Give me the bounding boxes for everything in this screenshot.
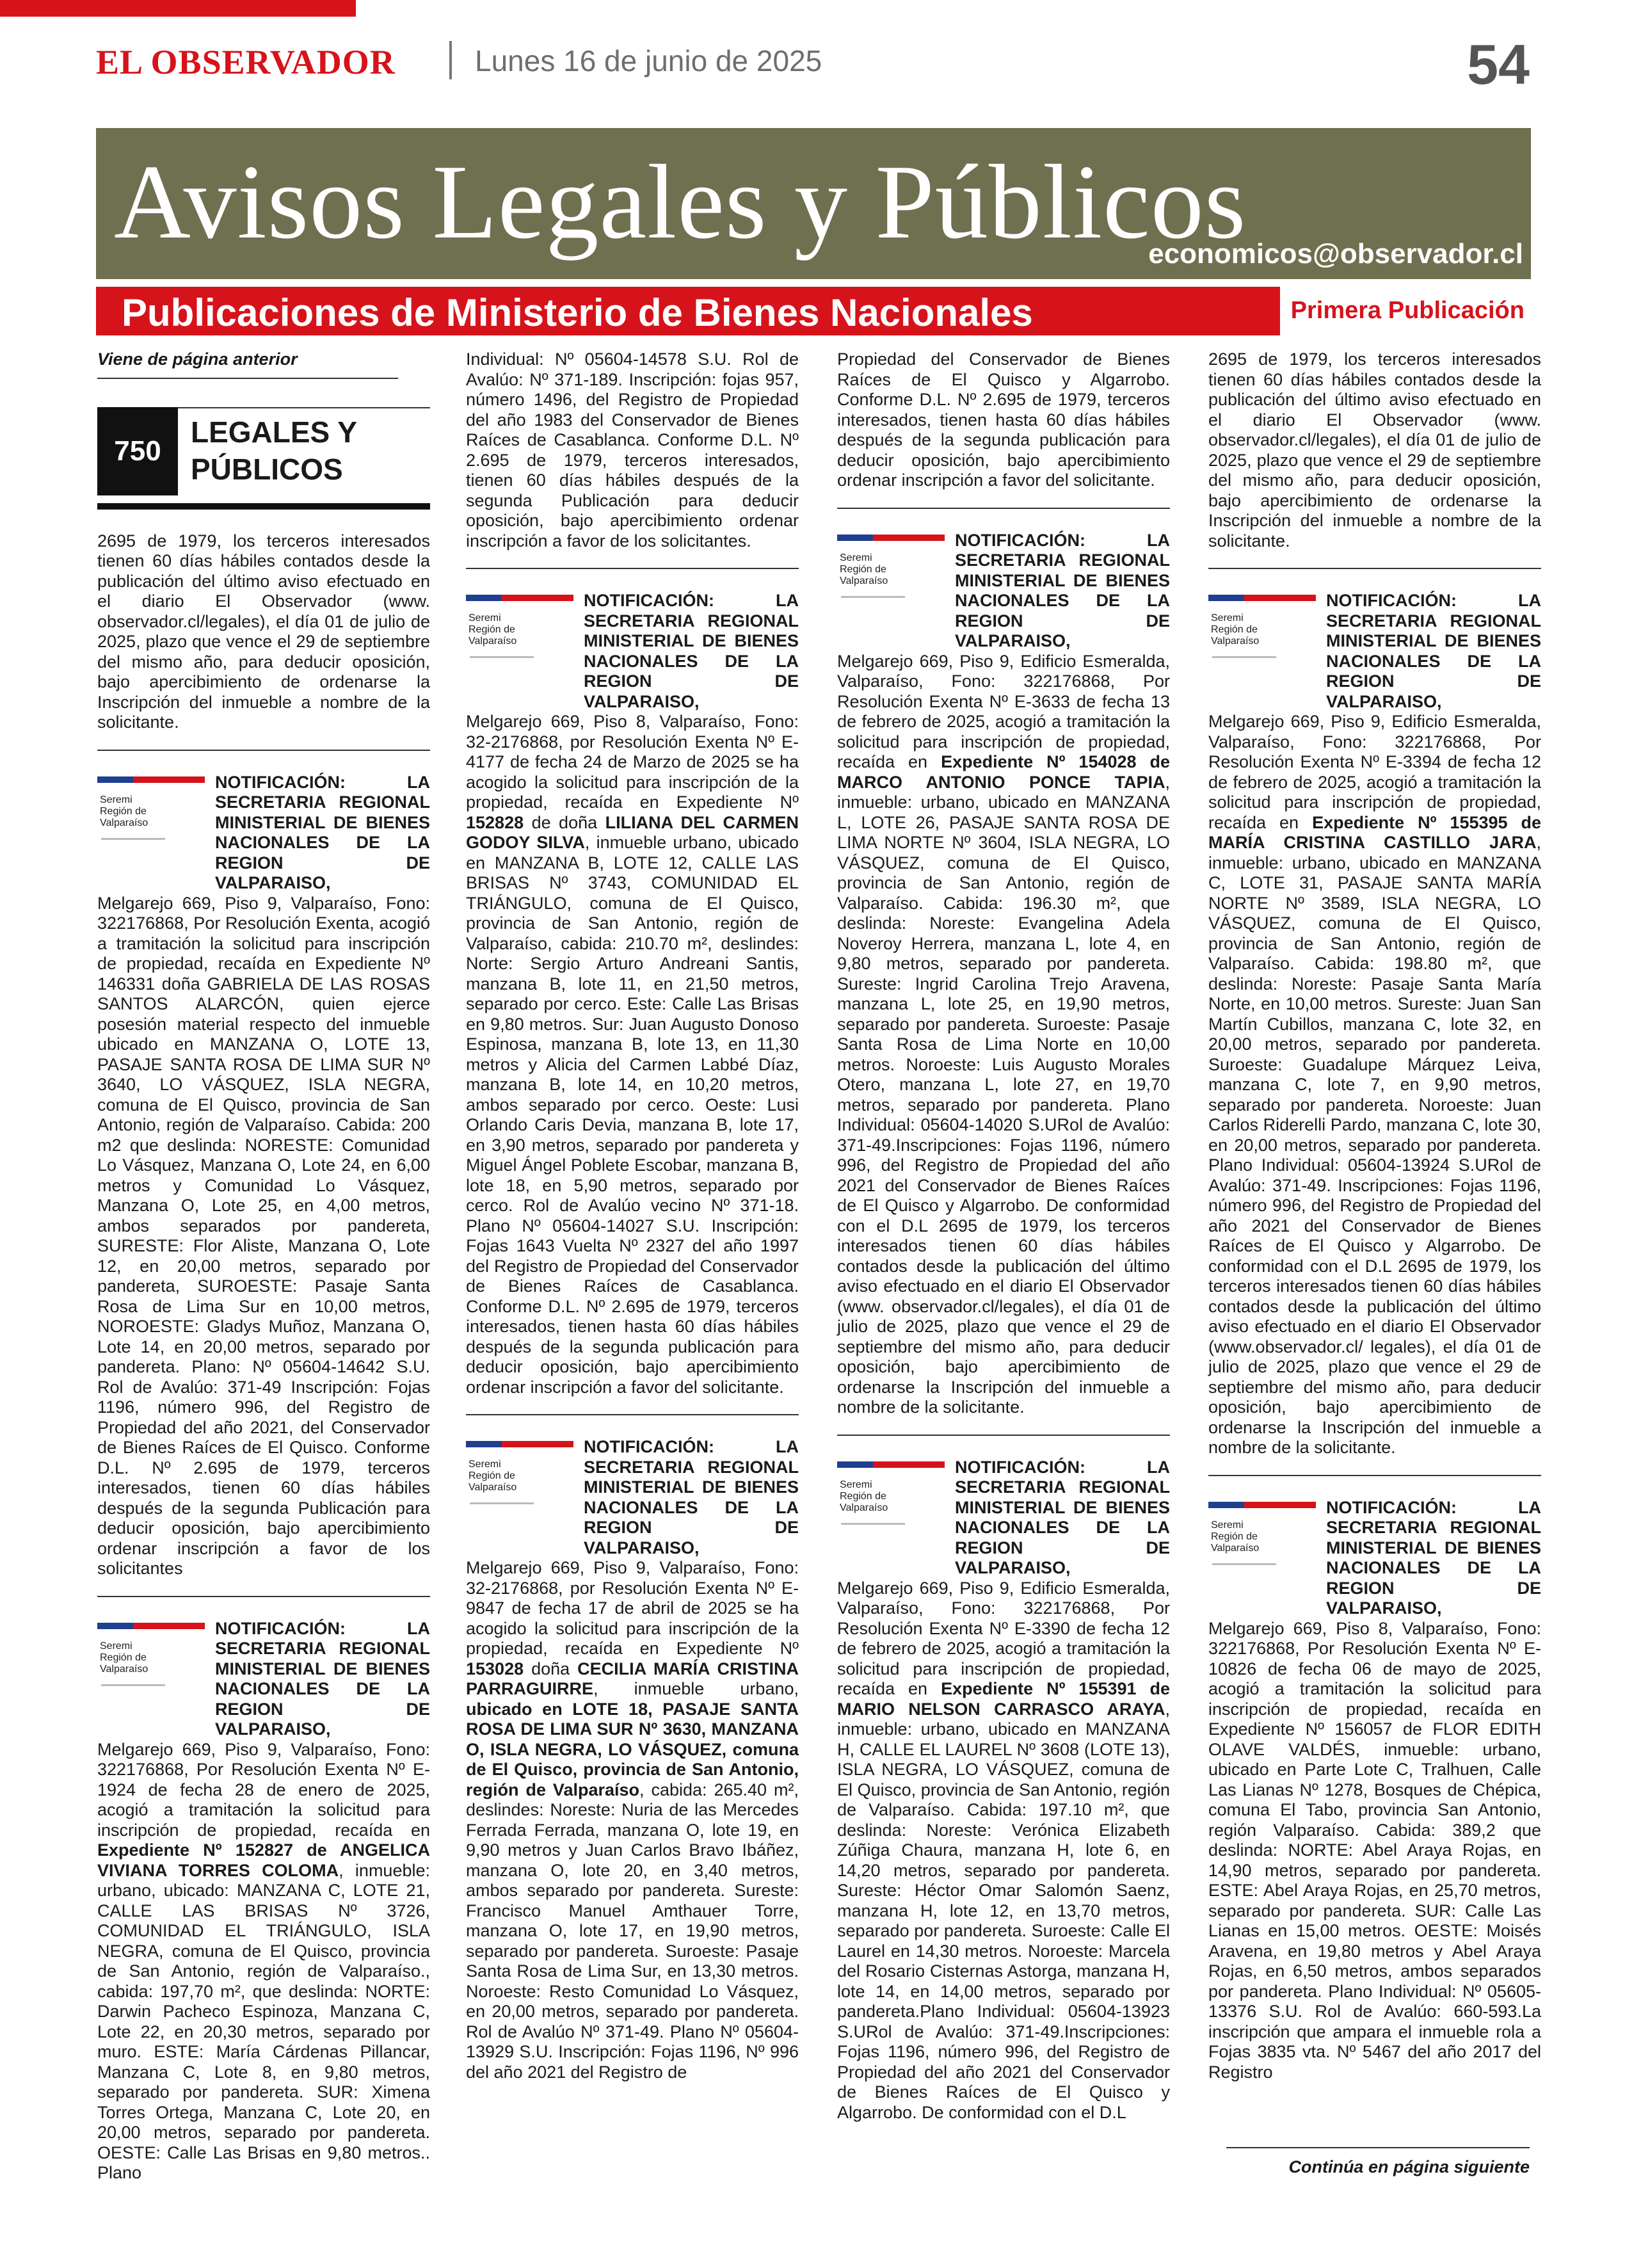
- category-label-line1: LEGALES Y: [191, 415, 357, 449]
- publication-tag: [1280, 287, 1531, 335]
- notice-heading: NOTIFICACIÓN: LA SECRETARIA REGIONAL MINISTERIAL DE BIENES NACIONALES DE LA REGION DE VALPARAISO,: [215, 772, 430, 892]
- continua-en-pagina-siguiente: Continúa en página siguiente: [1226, 2147, 1530, 2177]
- section-email: economicos@observador.cl: [1148, 238, 1523, 269]
- paper-name: EL OBSERVADOR: [96, 43, 396, 81]
- category-label-line2: PÚBLICOS: [191, 452, 343, 486]
- notice-continuation: Propiedad del Conservador de Bienes Raíces de El Quisco y Algarrobo. Conforme D.L. Nº 2.695 de 1979, terceros interesados, tienen hasta 60 días hábiles después de la segunda publicación para deducir oposición, bajo apercibimiento ordenar inscripción a favor del solicitante.: [837, 350, 1170, 490]
- notice: [97, 773, 430, 1579]
- notice-heading: NOTIFICACIÓN: LA SECRETARIA REGIONAL MINISTERIAL DE BIENES NACIONALES DE LA REGION DE VALPARAISO,: [955, 530, 1170, 650]
- notice: [466, 1437, 799, 2082]
- ministry-bar: [96, 287, 1531, 335]
- seremi-logo: Seremi Región de Valparaíso: [466, 591, 575, 712]
- viene-de-pagina: Viene de página anterior: [97, 350, 398, 379]
- notice-continuation: 2695 de 1979, los terceros interesados tienen 60 días hábiles contados desde la publicación del último aviso efectuado en el diario El Observador (www. observador.cl/legales), el día 01 de julio de 2025, plazo que vence el 29 de septiembre del mismo año, para deducir oposición, bajo apercibimiento de ordenarse la Inscripción del inmueble a nombre de la solicitante.: [97, 531, 430, 732]
- notice-body: Melgarejo 669, Piso 8, Valparaíso, Fono: 322176868, Por Resolución Exenta Nº E-10826 de fecha 06 de mayo de 2025, acogió a tramitación la solicitud para inscripción de propiedad, recaída en Expediente Nº 156057 de FLOR EDITH OLAVE VALDÉS, inmueble: urbano, ubicado en Parte Lote C, Tralhuen, Calle Las Lianas Nº 1278, Bosques de Chépica, comuna El Tabo, provincia San Antonio, región Valparaíso. Cabida: 389,2 que deslinda: NORTE: Abel Araya Rojas, en 14,90 metros, separado por pandereta. ESTE: Abel Araya Rojas, en 25,70 metros, separado por pandereta. SUR: Calle Las Lianas en 15,00 metros. OESTE: Moisés Aravena, en 19,80 metros y Abel Araya Rojas, en 6,50 metros, ambos separados por pandereta. Plano Individual: Nº 05605-13376 S.U. Rol de Avalúo: 660-593.La inscripción que ampara el inmueble rola a Fojas 3835 vta. Nº 5467 del año 2017 del Registro: [1208, 1618, 1541, 2082]
- masthead: [96, 33, 1530, 96]
- seremi-logo: Seremi Región de Valparaíso: [1208, 591, 1317, 712]
- notice-body: Melgarejo 669, Piso 9, Valparaíso, Fono: 32-2176868, por Resolución Exenta Nº E-9847 de fecha 17 de abril de 2025 se ha acogido la solicitud para inscripción de la propiedad, recaída en Expediente Nº 153028 doña CECILIA MARÍA CRISTINA PARRAGUIRRE, inmueble urbano, ubicado en LOTE 18, PASAJE SANTA ROSA DE LIMA SUR Nº 3630, MANZANA O, ISLA NEGRA, LO VÁSQUEZ, comuna de El Quisco, provincia de San Antonio, región de Valparaíso, cabida: 265.40 m², deslindes: Noreste: Nuria de las Mercedes Ferrada Ferrada, manzana O, lote 19, en 9,90 metros y Juan Carlos Bravo Ibáñez, manzana O, lote 20, en 3,40 metros, ambos separado por pandereta. Sureste: Francisco Manuel Amthauer Torre, manzana O, lote 17, en 19,90 metros, separado por pandereta. Suroeste: Pasaje Santa Rosa de Lima Sur, en 13,30 metros. Noroeste: Resto Comunidad Lo Vásquez, en 20,00 metros, separado por pandereta. Rol de Avalúo Nº 371-49. Plano Nº 05604-13929 S.U. Inscripción: Fojas 1196, Nº 996 del año 2021 del Registro de: [466, 1558, 799, 2082]
- seremi-logo: Seremi Región de Valparaíso: [466, 1437, 575, 1558]
- column-2: [466, 350, 799, 2082]
- notice-divider: [466, 1414, 799, 1415]
- notice-heading: NOTIFICACIÓN: LA SECRETARIA REGIONAL MINISTERIAL DE BIENES NACIONALES DE LA REGION DE VALPARAISO,: [584, 591, 799, 711]
- notice-divider: [97, 750, 430, 751]
- column-1: [97, 350, 430, 2184]
- top-accent-bar: [0, 0, 356, 17]
- chile-flag-icon: [97, 1623, 205, 1629]
- notice-body: Melgarejo 669, Piso 8, Valparaíso, Fono: 32-2176868, por Resolución Exenta Nº E-4177 de fecha 24 de Marzo de 2025 se ha acogido la solicitud para inscripción de la propiedad, recaída en Expediente Nº 152828 de doña LILIANA DEL CARMEN GODOY SILVA, inmueble urbano, ubicado en MANZANA B, LOTE 12, CALLE LAS BRISAS Nº 3743, COMUNIDAD EL TRIÁNGULO, comuna de El Quisco, provincia de San Antonio, región de Valparaíso, cabida: 210.70 m², deslindes: Norte: Sergio Arturo Andreani Santis, manzana B, lote 11, en 21,50 metros, separado por cerco. Este: Calle Las Brisas en 9,80 metros. Sur: Juan Augusto Donoso Espinosa, manzana B, lote 13, en 11,30 metros y Alicia del Carmen Labbé Díaz, manzana B, lote 14, en 10,20 metros, ambos separado por cerco. Oeste: Lusi Orlando Caris Devia, manzana B, lote 17, en 3,90 metros, separado por pandereta y Miguel Ángel Poblete Escobar, manzana B, lote 18, en 5,90 metros, separado por cerco. Rol de Avalúo vecino Nº 371-18. Plano Nº 05604-14027 S.U. Inscripción: Fojas 1643 Vuelta Nº 2327 del año 1997 del Registro de Propiedad del Conservador de Bienes Raíces de Casablanca. Conforme D.L. Nº 2.695 de 1979, terceros interesados, tienen hasta 60 días hábiles después de la segunda publicación para deducir oposición, bajo apercibimiento ordenar inscripción a favor del solicitante.: [466, 712, 799, 1397]
- seremi-logo: Seremi Región de Valparaíso: [837, 1458, 946, 1579]
- chile-flag-icon: [837, 535, 945, 541]
- issue-date: Lunes 16 de junio de 2025: [475, 44, 822, 77]
- notice-divider: [466, 568, 799, 569]
- notice-body: Melgarejo 669, Piso 9, Edificio Esmeralda, Valparaíso, Fono: 322176868, Por Resolución Exenta Nº E-3633 de fecha 13 de febrero de 2025, acogió a tramitación la solicitud para inscripción de propiedad, recaída en Expediente Nº 154028 de MARCO ANTONIO PONCE TAPIA, inmueble: urbano, ubicado en MANZANA L, LOTE 26, PASAJE SANTA ROSA DE LIMA NORTE Nº 3604, ISLA NEGRA, LO VÁSQUEZ, comuna de El Quisco, provincia de San Antonio, región de Valparaíso. Cabida: 196.30 m², que deslinda: Noreste: Evangelina Adela Noveroy Herrera, manzana L, lote 4, en 9,80 metros, separado por pandereta. Sureste: Ingrid Carolina Trejo Aravena, manzana L, lote 25, en 19,90 metros, separado por pandereta. Suroeste: Pasaje Santa Rosa de Lima Norte en 10,00 metros. Noroeste: Luis Augusto Morales Otero, manzana L, lote 27, en 19,70 metros, separado por pandereta. Plano Individual: 05604-14020 S.URol de Avalúo: 371-49.Inscripciones: Fojas 1196, número 996, del Registro de Propiedad del año 2021 del Conservador de Bienes Raíces de El Quisco y Algarrobo. De conformidad con el D.L 2695 de 1979, los terceros interesados tienen 60 días hábiles contados desde la publicación del último aviso efectuado en el diario El Observador (www. observador.cl/legales), el día 01 de julio de 2025, plazo que vence el 29 de septiembre del mismo año, para deducir oposición, bajo apercibimiento de ordenarse la Inscripción del inmueble a nombre de la solicitante.: [837, 651, 1171, 1417]
- notice-heading: NOTIFICACIÓN: LA SECRETARIA REGIONAL MINISTERIAL DE BIENES NACIONALES DE LA REGION DE VALPARAISO,: [215, 1618, 430, 1739]
- ministry-title: Publicaciones de Ministerio de Bienes Nacionales: [122, 291, 1033, 334]
- publication-tag-label: Primera Publicación: [1290, 297, 1525, 324]
- notice-divider: [1208, 1475, 1541, 1476]
- notice-body: Melgarejo 669, Piso 9, Edificio Esmeralda, Valparaíso, Fono: 322176868, Por Resolución Exenta Nº E-3394 de fecha 12 de febrero de 2025, acogió a tramitación la solicitud para inscripción de propiedad, recaída en Expediente Nº 155395 de MARÍA CRISTINA CASTILLO JARA, inmueble: urbano, ubicado en MANZANA C, LOTE 31, PASAJE SANTA MARÍA NORTE Nº 3589, ISLA NEGRA, LO VÁSQUEZ, comuna de El Quisco, provincia de San Antonio, región de Valparaíso. Cabida: 198.80 m², que deslinda: Noreste: Pasaje Santa María Norte, en 10,00 metros. Sureste: Juan San Martín Cubillos, manzana C, lote 32, en 20,00 metros, separado por pandereta. Suroeste: Guadalupe Márquez Leiva, manzana C, lote 7, en 9,90 metros, separado por pandereta. Noroeste: Juan Carlos Riderelli Pardo, manzana C, lote 30, en 20,00 metros, separado por pandereta. Plano Individual: 05604-13924 S.URol de Avalúo: 371-49. Inscripciones: Fojas 1196, número 996, del Registro de Propiedad del año 2021 del Conservador de Bienes Raíces de El Quisco y Algarrobo. De conformidad con el D.L 2695 de 1979, los terceros interesados tienen 60 días hábiles contados desde la publicación del último aviso efectuado en el diario El Observador (www.observador.cl/ legales), el día 01 de julio de 2025, plazo que vence el 29 de septiembre del mismo año, para deducir oposición, bajo apercibimiento de ordenarse la Inscripción del inmueble a nombre de la solicitante.: [1208, 712, 1542, 1457]
- section-banner: [96, 128, 1531, 279]
- notice-divider: [837, 508, 1170, 509]
- chile-flag-icon: [97, 776, 205, 783]
- category-top-rule: [178, 407, 430, 408]
- seremi-logo: Seremi Región de Valparaíso: [97, 1619, 206, 1740]
- chile-flag-icon: [837, 1461, 945, 1468]
- column-3: [837, 350, 1170, 2123]
- notice-body: Melgarejo 669, Piso 9, Valparaíso, Fono: 322176868, Por Resolución Exenta, acogió a tramitación la solicitud para inscripción de propiedad, recaída en Expediente Nº 146331 doña GABRIELA DE LAS ROSAS SANTOS ALARCÓN, quien ejerce posesión material respecto del inmueble ubicado en MANZANA O, LOTE 13, PASAJE SANTA ROSA DE LIMA SUR Nº 3640, LO VÁSQUEZ, ISLA NEGRA, comuna de El Quisco, provincia de San Antonio, región de Valparaíso. Cabida: 200 m2 que deslinda: NORESTE: Comunidad Lo Vásquez, Manzana O, Lote 24, en 6,00 metros y Comunidad Lo Vásquez, Manzana O, Lote 25, en 4,00 metros, ambos separados por pandereta, SURESTE: Flor Aliste, Manzana O, Lote 12, en 20,00 metros, separado por pandereta, SUROESTE: Pasaje Santa Rosa de Lima Sur en 10,00 metros, NOROESTE: Gladys Muñoz, Manzana O, Lote 14, en 20,00 metros, separado por pandereta. Plano: Nº 05604-14642 S.U. Rol de Avalúo: 371-49 Inscripción: Fojas 1196, número 996, del Registro de Propiedad del año 2021, del Conservador de Bienes Raíces de El Quisco. Conforme D.L. Nº 2.695 de 1979, terceros interesados, tienen 60 días hábiles después de la segunda Publicación para deducir oposición, bajo apercibimiento ordenar inscripción a favor de los solicitantes: [97, 893, 430, 1578]
- seremi-logo: Seremi Región de Valparaíso: [97, 773, 206, 894]
- notice: [466, 591, 799, 1397]
- notice-heading: NOTIFICACIÓN: LA SECRETARIA REGIONAL MINISTERIAL DE BIENES NACIONALES DE LA REGION DE VALPARAISO,: [955, 1457, 1170, 1577]
- notice-heading: NOTIFICACIÓN: LA SECRETARIA REGIONAL MINISTERIAL DE BIENES NACIONALES DE LA REGION DE VALPARAISO,: [1326, 591, 1541, 711]
- category-header: [97, 407, 430, 510]
- category-number: 750: [97, 407, 178, 495]
- notice-heading: NOTIFICACIÓN: LA SECRETARIA REGIONAL MINISTERIAL DE BIENES NACIONALES DE LA REGION DE VALPARAISO,: [1326, 1497, 1541, 1618]
- notice-continuation: 2695 de 1979, los terceros interesados tienen 60 días hábiles contados desde la publicación del último aviso efectuado en el diario El Observador (www. observador.cl/legales), el día 01 de julio de 2025, plazo que vence el 29 de septiembre del mismo año, para deducir oposición, bajo apercibimiento de ordenarse la Inscripción del inmueble a nombre de la solicitante.: [1208, 350, 1541, 551]
- notice: [1208, 591, 1541, 1458]
- section-title: Avisos Legales y Públicos: [114, 143, 1247, 261]
- chile-flag-icon: [1208, 595, 1316, 601]
- notice: [97, 1619, 430, 2184]
- category-label: [191, 414, 357, 488]
- chile-flag-icon: [466, 595, 573, 601]
- notice-divider: [1208, 568, 1541, 569]
- seremi-logo: Seremi Región de Valparaíso: [1208, 1498, 1317, 1619]
- column-4: [1208, 350, 1541, 2082]
- masthead-separator: [449, 41, 452, 79]
- chile-flag-icon: [466, 1441, 573, 1447]
- notice-divider: [837, 1435, 1170, 1436]
- notice: [837, 531, 1170, 1418]
- notice-body: Melgarejo 669, Piso 9, Edificio Esmeralda, Valparaíso, Fono: 322176868, Por Resolución Exenta Nº E-3390 de fecha 12 de febrero de 2025, acogió a tramitación la solicitud para inscripción de propiedad, recaída en Expediente Nº 155391 de MARIO NELSON CARRASCO ARAYA, inmueble: urbano, ubicado en MANZANA H, CALLE EL LAUREL Nº 3608 (LOTE 13), ISLA NEGRA, LO VÁSQUEZ, comuna de El Quisco, provincia de San Antonio, región de Valparaíso. Cabida: 197.10 m², que deslinda: Noreste: Verónica Elizabeth Zúñiga Chaura, manzana H, lote 6, en 14,20 metros, separado por pandereta. Sureste: Héctor Omar Salomón Saenz, manzana H, lote 12, en 13,70 metros, separado por pandereta. Suroeste: Calle El Laurel en 14,30 metros. Noroeste: Marcela del Rosario Cisternas Astorga, manzana H, lote 14, en 14,00 metros, separado por pandereta.Plano Individual: 05604-13923 S.URol de Avalúo: 371-49.Inscripciones: Fojas 1196, número 996, del Registro de Propiedad del año 2021 del Conservador de Bienes Raíces de El Quisco y Algarrobo. De conformidad con el D.L: [837, 1578, 1171, 2122]
- notice-body: Melgarejo 669, Piso 9, Valparaíso, Fono: 322176868, Por Resolución Exenta Nº E-1924 de fecha 28 de enero de 2025, acogió a tramitación la solicitud para inscripción de propiedad, recaída en Expediente Nº 152827 de ANGELICA VIVIANA TORRES COLOMA, inmueble: urbano, ubicado: MANZANA C, LOTE 21, CALLE LAS BRISAS Nº 3726, COMUNIDAD EL TRIÁNGULO, ISLA NEGRA, comuna de El Quisco, provincia de San Antonio, región de Valparaíso., cabida: 197,70 m², que deslinda: NORTE: Darwin Pacheco Espinoza, Manzana C, Lote 22, en 20,30 metros, separado por muro. ESTE: María Cárdenas Pillancar, Manzana C, Lote 8, en 9,80 metros, separado por pandereta. SUR: Ximena Torres Ortega, Manzana C, Lote 20, en 20,00 metros, separado por pandereta. OESTE: Calle Las Brisas en 9,80 metros.. Plano: [97, 1739, 430, 2182]
- seremi-logo: Seremi Región de Valparaíso: [837, 531, 946, 652]
- notice: [1208, 1498, 1541, 2083]
- notice-continuation: Individual: Nº 05604-14578 S.U. Rol de Avalúo: Nº 371-189. Inscripción: fojas 957, número 1496, del Registro de Propiedad del año 1983 del Conservador de Bienes Raíces de Casablanca. Conforme D.L. Nº 2.695 de 1979, terceros interesados, tienen 60 días hábiles después de la segunda Publicación para deducir oposición, bajo apercibimiento ordenar inscripción a favor de los solicitantes.: [466, 350, 799, 551]
- chile-flag-icon: [1208, 1502, 1316, 1508]
- page-number: 54: [1467, 33, 1530, 96]
- notice-heading: NOTIFICACIÓN: LA SECRETARIA REGIONAL MINISTERIAL DE BIENES NACIONALES DE LA REGION DE VALPARAISO,: [584, 1437, 799, 1557]
- notice: [837, 1458, 1170, 2123]
- notice-divider: [97, 1596, 430, 1597]
